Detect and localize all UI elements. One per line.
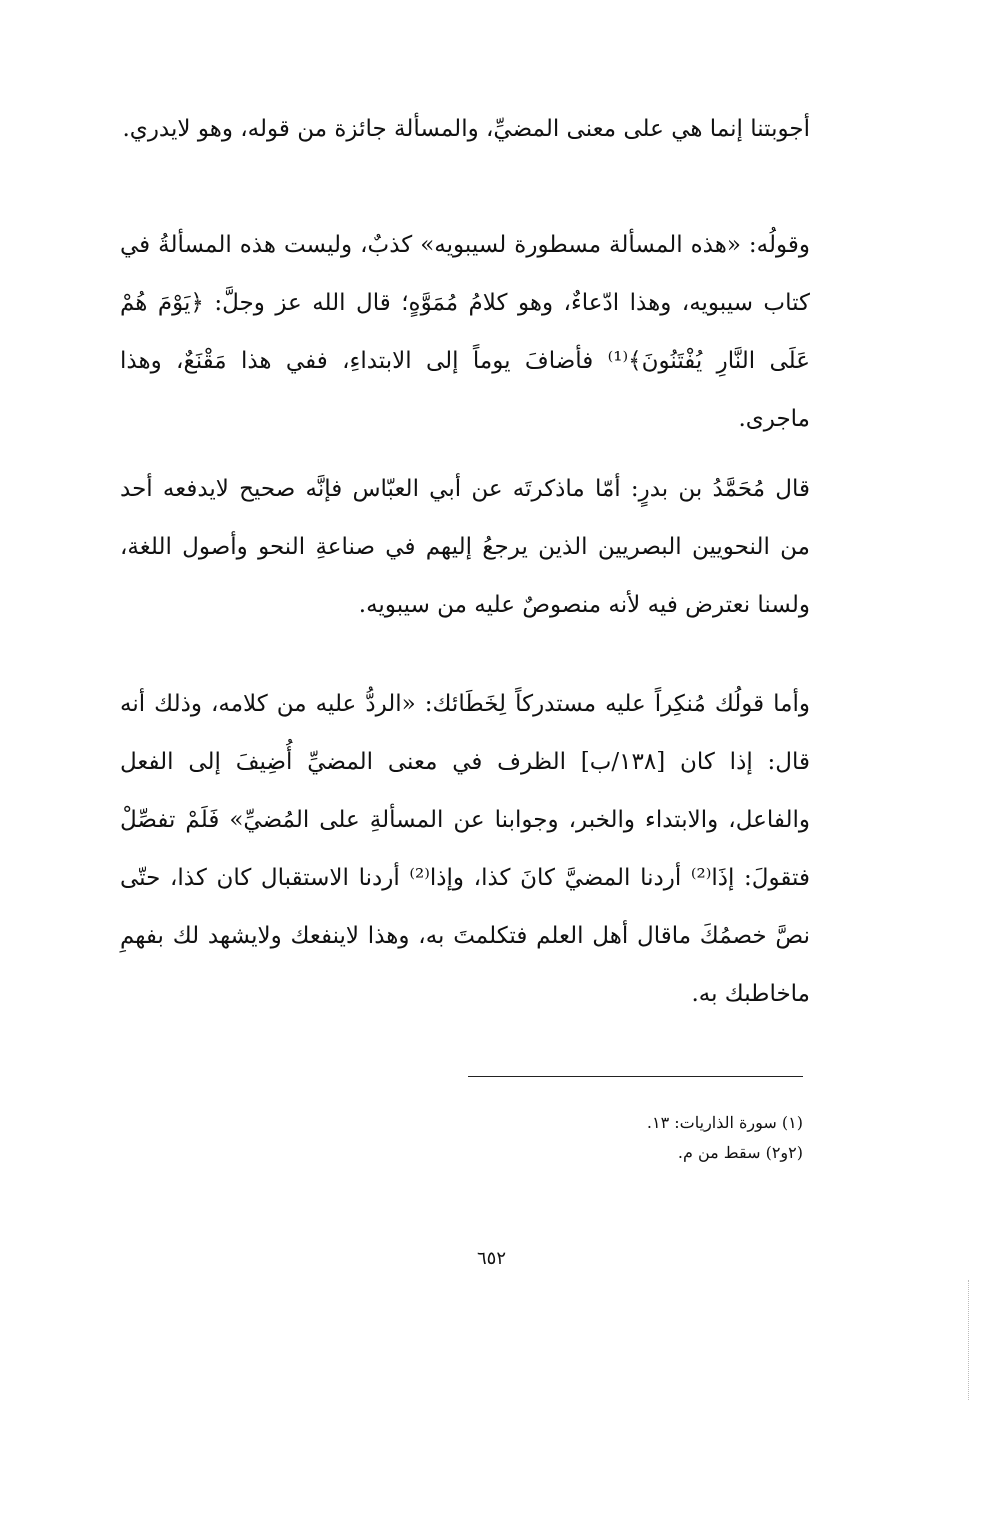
footnote-1: (١) سورة الذاريات: ١٣. bbox=[646, 1113, 803, 1132]
paragraph-text: أجوبتنا إنما هي على معنى المضيِّ، والمسألة جائزة من قوله، وهو لايدري. bbox=[122, 116, 810, 142]
body-paragraph-4 bbox=[120, 675, 810, 1023]
body-paragraph-3 bbox=[120, 460, 810, 634]
scan-edge-mark bbox=[968, 1280, 969, 1400]
footnote-2: (٢و٢) سقط من م. bbox=[677, 1143, 803, 1162]
footnote-divider bbox=[468, 1076, 803, 1077]
body-paragraph-1 bbox=[120, 100, 810, 158]
body-paragraph-2 bbox=[120, 216, 810, 448]
footnotes bbox=[460, 1108, 803, 1168]
page-number: ٦٥٢ bbox=[476, 1248, 506, 1269]
paragraph-text: قال مُحَمَّدُ بن بدرٍ: أمّا ماذكرتَه عن أبي العبّاس فإنَّه صحيح لايدفعه أحد من النحويين البصريين الذين يرجعُ إليهم في صناعةِ النحو وأصول اللغة، ولسنا نعترض فيه لأنه منصوصٌ عليه من سيبويه. bbox=[120, 476, 810, 618]
paragraph-text: وأما قولُك مُنكِراً عليه مستدركاً لِخَطَائك: «الردُّ عليه من كلامه، وذلك أنه قال: إذا كان [١٣٨/ب] الظرف في معنى المضيِّ أُضِيفَ إلى الفعل والفاعل، والابتداء والخبر، وجوابنا عن المسألةِ على المُضيِّ» فَلَمْ تفصِّلْ فتقولَ: إذَا⁽²⁾ أردنا المضيَّ كانَ كذا، وإذا⁽²⁾ أردنا الاستقبال كان كذا، حتّى نصَّ خصمُكَ ماقال أهل العلم فتكلمتَ به، وهذا لاينفعك ولايشهد لك بفهمِ ماخاطبك به. bbox=[120, 691, 810, 1007]
paragraph-text: وقولُه: «هذه المسألة مسطورة لسيبويه» كذبٌ، وليست هذه المسألةُ في كتاب سيبويه، وهذا ادّعاءٌ، وهو كلامُ مُمَوَّهٍ؛ قال الله عز وجلَّ: ﴿يَوْمَ هُمْ عَلَى النَّارِ يُفْتَنُونَ﴾⁽¹⁾ فأضافَ يوماً إلى الابتداءِ، ففي هذا مَقْنَعٌ، وهذا ماجرى. bbox=[120, 232, 810, 432]
